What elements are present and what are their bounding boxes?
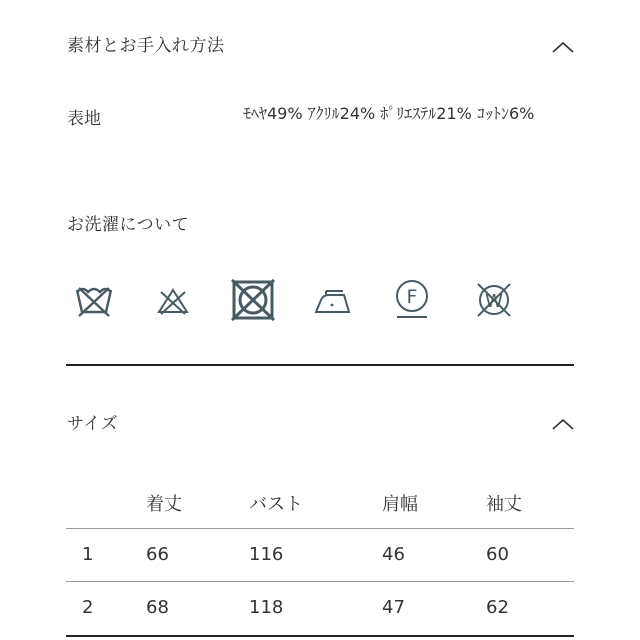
table-cell-bust: 118 xyxy=(249,597,284,618)
iron-low-icon xyxy=(313,282,353,322)
table-header-length: 着丈 xyxy=(146,494,182,515)
table-row-size: 1 xyxy=(82,544,94,565)
table-cell-shoulder: 47 xyxy=(382,597,405,618)
size-collapse-chevron-up-icon[interactable] xyxy=(551,417,575,431)
materials-section-title: 素材とお手入れ方法 xyxy=(67,36,225,56)
table-cell-sleeve: 60 xyxy=(486,544,509,565)
outer-fabric-label: 表地 xyxy=(67,109,101,129)
materials-collapse-chevron-up-icon[interactable] xyxy=(551,40,575,54)
wet-clean-prohibited-icon xyxy=(474,280,514,320)
dry-clean-f-icon xyxy=(392,278,432,322)
wet-clean-letter: W xyxy=(485,291,503,312)
bleach-prohibited-icon xyxy=(153,282,193,322)
hand-wash-prohibited-icon xyxy=(74,282,114,322)
table-row-size: 2 xyxy=(82,597,94,618)
care-section-title: お洗濯について xyxy=(67,215,190,235)
table-header-sleeve: 袖丈 xyxy=(486,494,522,515)
table-header-shoulder: 肩幅 xyxy=(382,494,418,515)
section-divider xyxy=(66,364,574,366)
table-row-divider xyxy=(66,528,574,529)
tumble-dry-prohibited-icon xyxy=(229,278,277,322)
dry-clean-letter: F xyxy=(406,286,418,308)
table-cell-sleeve: 62 xyxy=(486,597,509,618)
outer-fabric-composition: ﾓﾍﾔ49% ｱｸﾘﾙ24% ﾎﾟﾘｴｽﾃﾙ21% ｺｯﾄﾝ6% xyxy=(243,104,535,123)
size-section-title: サイズ xyxy=(67,414,119,434)
table-cell-length: 68 xyxy=(146,597,169,618)
table-bottom-border xyxy=(66,635,574,637)
table-cell-bust: 116 xyxy=(249,544,284,565)
table-row-divider xyxy=(66,581,574,582)
table-cell-length: 66 xyxy=(146,544,169,565)
table-cell-shoulder: 46 xyxy=(382,544,405,565)
table-header-bust: バスト xyxy=(249,494,303,515)
